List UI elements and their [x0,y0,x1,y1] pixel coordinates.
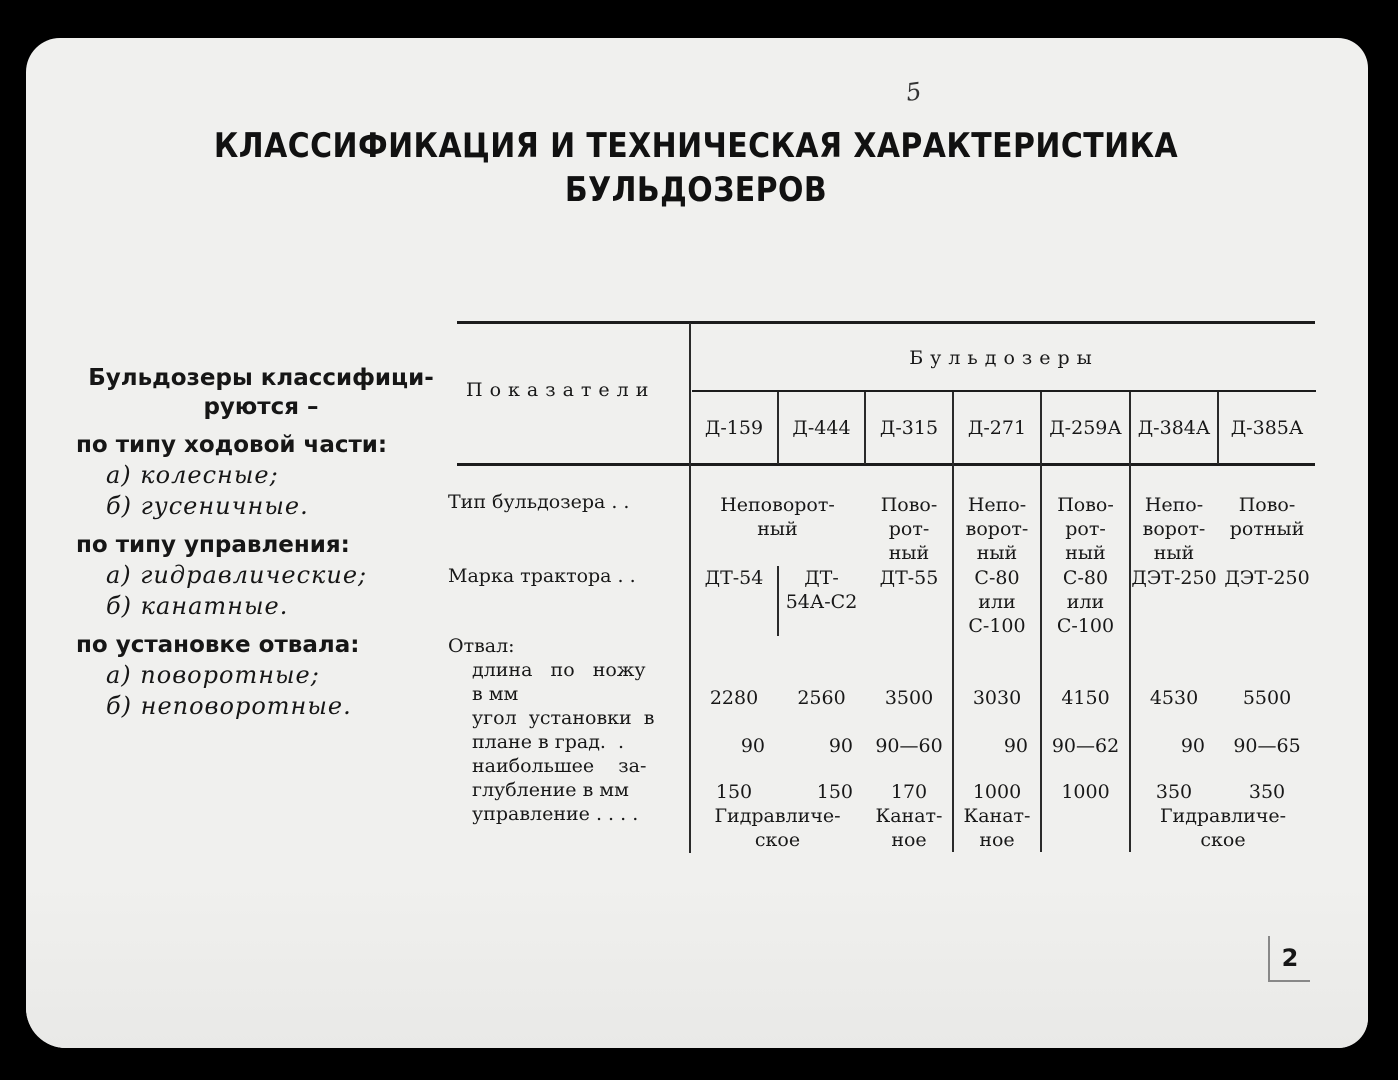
cell-depth: 150 [715,781,753,803]
group-title: по установке отвала: [76,632,360,658]
cell-angle: 90 [828,735,853,757]
cell-length: 2560 [797,687,846,709]
cell-depth: 1000 [972,781,1022,803]
corner-mark: 5 [904,77,924,107]
model-header: Д-385А [1230,417,1304,439]
cell-angle: 90 [1180,735,1205,757]
slide-lower-area [26,880,1368,1048]
cell-tractor: ДТ- 54А-С2 [785,567,858,613]
cell-depth: 350 [1155,781,1193,803]
group-title: по типу ходовой части: [76,432,388,458]
model-header: Д-271 [967,417,1027,439]
row-label-angle: угол установки в плане в град. . [472,707,655,753]
cell-control: Гидравличе- ское [714,805,841,851]
group-item: б) неповоротные. [106,692,352,720]
row-label-depth: наибольшее за- глубление в мм [472,755,647,801]
cell-tractor: ДТ-54 [704,567,764,589]
row-label-blade: Отвал: [448,635,515,657]
cell-depth: 150 [816,781,853,803]
group-item: б) гусеничные. [106,492,309,520]
row-label-tractor: Марка трактора . . [448,565,636,587]
cell-depth: 350 [1248,781,1286,803]
cell-angle: 90—60 [875,735,943,757]
cell-control: Канат- ное [875,805,943,851]
cell-angle: 90 [1003,735,1028,757]
group-control [76,530,436,622]
row-label-type: Тип бульдозера . . [448,491,630,513]
row-label-length: длина по ножу в мм [472,659,646,705]
model-header: Д-444 [792,417,851,439]
group-blade-mount [76,630,436,722]
cell-type: Непо- ворот- ный [1142,494,1206,564]
group-item: а) поворотные; [106,661,320,689]
cell-tractor: ДТ-55 [879,567,939,589]
cell-tractor: ДЭТ-250 [1131,567,1217,589]
model-header: Д-384А [1137,417,1211,439]
classification-block [76,364,436,722]
classification-heading: Бульдозеры классифици- руются – [88,365,434,420]
page-number: 2 [1268,936,1310,982]
cell-type: Пово- рот- ный [880,494,938,564]
cell-angle: 90—65 [1233,735,1301,757]
table-header-rule [457,463,1315,466]
page-title: КЛАССИФИКАЦИЯ И ТЕХНИЧЕСКАЯ ХАРАКТЕРИСТИКА БУЛЬДОЗЕРОВ [213,126,1179,210]
cell-type: Непо- ворот- ный [965,494,1029,564]
table-group-rule [692,390,1316,392]
model-header: Д-159 [704,417,764,439]
group-header: Бульдозеры [909,347,1099,369]
cell-angle: 90 [740,735,765,757]
group-title: по типу управления: [76,532,350,558]
model-header: Д-259А [1049,417,1122,439]
group-item: а) гидравлические; [106,561,368,589]
cell-depth: 1000 [1061,781,1110,803]
cell-control: Канат- ное [963,805,1031,851]
cell-tractor: С-80 или С-100 [968,567,1026,637]
group-item: б) канатные. [106,592,289,620]
row-label-control: управление . . . . [472,803,639,825]
cell-angle: 90—62 [1051,735,1120,757]
group-item: а) колесные; [106,461,279,489]
param-header: Показатели [466,379,656,401]
cell-type: Неповорот- ный [720,494,835,540]
cell-type: Пово- ротный [1229,494,1305,540]
cell-control: Гидравличе- ское [1159,805,1287,851]
cell-type: Пово- рот- ный [1057,494,1114,564]
cell-length: 3030 [972,687,1022,709]
group-running-gear [76,430,436,522]
cell-length: 4150 [1061,687,1110,709]
cell-length: 4530 [1149,687,1199,709]
cell-length: 3500 [884,687,934,709]
model-header: Д-315 [879,417,939,439]
cell-tractor: ДЭТ-250 [1224,567,1310,589]
slide [26,38,1368,1048]
table-top-rule [457,321,1315,324]
cell-length: 2280 [709,687,759,709]
cell-tractor: С-80 или С-100 [1056,567,1115,637]
cell-length: 5500 [1242,687,1292,709]
cell-depth: 170 [890,781,928,803]
